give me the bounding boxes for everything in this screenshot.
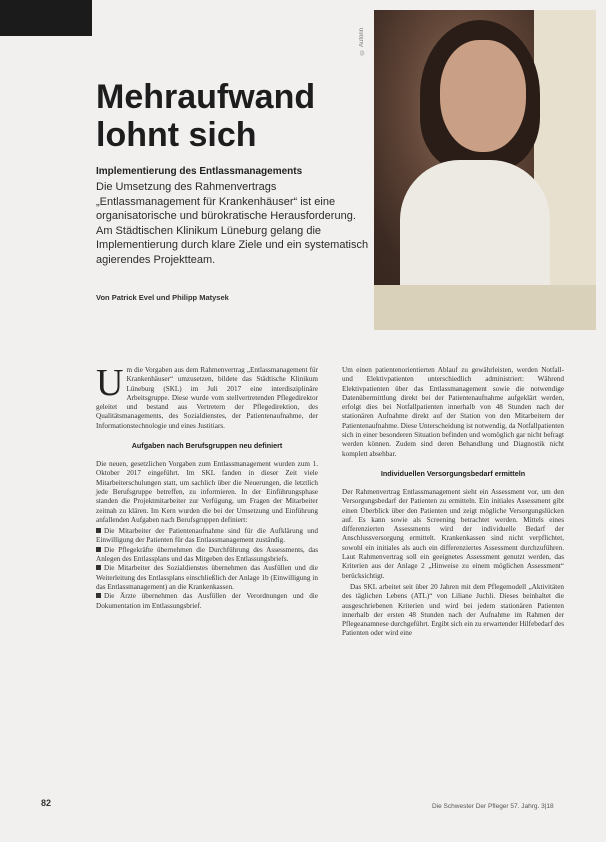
- drop-cap: U: [96, 362, 124, 404]
- intro-paragraph: Um die Vorgaben aus dem Rahmenvertrag „Entlassmanagement für Krankenhäuser“ umzusetzen, bildete das Städtische Klinikum Lüneburg (SKL) im Juli 2017 eine interdisziplinäre Arbeitsgruppe. Diese wurde vom stellvertretenden Pflegedirektor geleitet und bestand aus Vertretern der Pflegedirektion, des Qualitätsmanagements, des Sozialdienstes, der Patientenaufnahme, der Informationstechnologie und eines Justitiars.: [96, 362, 318, 430]
- page-number: 82: [41, 798, 52, 808]
- list-item: Die Mitarbeiter des Sozialdienstes übernehmen das Ausfüllen und die Weiterleitung des Entlassplans einschließlich der Anlage 1b (Einwilligung in das Entlassmanagement) an die Krankenkassen.: [96, 564, 318, 591]
- section-heading-versorgungsbedarf: Individuellen Versorgungsbedarf ermitteln: [380, 468, 526, 478]
- bullet-icon: [96, 528, 101, 533]
- paragraph: Die neuen, gesetzlichen Vorgaben zum Entlassmanagement wurden zum 1. Oktober 2017 eingeführt. Im SKL fanden in dieser Zeit viele Mitarbeiterschulungen statt, um sachlich über die Neuerungen, die letztlich jede Berufsgruppe betreffen, zu informieren. In der Einführungsphase standen die Projektmitarbeiter zur Verfügung, um Fragen der Mitarbeiter zeitnah zu klären. Im Kern wurden die bei der Umsetzung und Einführung anfallenden Aufgaben nach Berufsgruppen definiert:: [96, 460, 318, 524]
- article-photo: [374, 10, 596, 330]
- article-lead: Die Umsetzung des Rahmenvertrags „Entlassmanagement für Krankenhäuser“ ist eine organisatorische und bürokratische Herausforderung. Am Städtischen Klinikum Lüneburg gelang die Implementierung durch klare Ziele und ein systematisch agierendes Projektteam.: [96, 181, 369, 266]
- header-black-block: [0, 0, 92, 36]
- paragraph: Das SKL arbeitet seit über 20 Jahren mit dem Pflegemodell „Aktivitäten des täglichen Lebens (ATL)“ von Liliane Juchli. Dieses beinhaltet die ausgeschriebenen Kriterien und wird bei jedem stationären Patienten innerhalb der ersten 48 Stunden nach der Aufnahme im Rahmen der Pflegeanamnese durchgeführt. Ergibt sich ein zu erwartender Hilfebedarf des Patienten oder wird eine: [342, 582, 564, 638]
- right-column: [342, 366, 564, 641]
- paragraph: Der Rahmenvertrag Entlassmanagement sieht ein Assessment vor, um den Versorgungsbedarf der Patienten zu ermitteln. Ein initiales Assessment gibt einen Überblick über den Patienten und zeigt mögliche Versorgungslücken auf. Es kann sowie als Screening betrachtet werden. Mittels eines differenzierten Assessments wird der individuelle Bedarf der Anschlussversorgung ermittelt. Krankenkassen sind nicht verpflichtet, sowohl ein initiales als auch ein differenziertes Assessment durchzuführen. Laut Rahmenvertrag soll ein geeignetes Assessment genutzt werden, das Kriterien aus der Anlage 2 „Hinweise zu einem möglichen Assessment“ berücksichtigt.: [342, 487, 564, 580]
- photo-credit: © Autorin: [359, 28, 365, 55]
- paragraph: Um einen patientenorientierten Ablauf zu gewährleisten, werden Notfall- und Elektivpatienten unterschiedlich administriert: Während Elektivpatienten über das Entlassmanagement sowie die notwendige Datenübermittlung direkt bei der Patientenaufnahme aufgeklärt werden, erfolgt dies bei Notfallpatienten innerhalb von 48 Stunden nach der stationären Aufnahme direkt auf der Station von den Mitarbeitern der Patientenaufnahme. Diese Unterscheidung ist notwendig, da Notfallpatienten sich in einer besonderen Situation befinden und womöglich gar nicht befragt werden können. Zudem sind deren Behandlung und Diagnostik nicht komplett absehbar.: [342, 366, 564, 458]
- list-item: Die Pflegekräfte übernehmen die Durchführung des Assessments, das Anlegen des Entlassplans und das Mitgeben des Entlassungsbriefs.: [96, 545, 318, 564]
- journal-footer: Die Schwester Der Pfleger 57. Jahrg. 3|18: [432, 803, 554, 810]
- byline: Von Patrick Evel und Philipp Matysek: [96, 293, 229, 302]
- bullet-icon: [96, 593, 101, 598]
- left-column: [96, 362, 318, 611]
- article-title: Mehraufwand lohnt sich: [96, 78, 316, 154]
- section-heading-aufgaben: Aufgaben nach Berufsgruppen neu definiert: [131, 441, 283, 451]
- article-subheading: Implementierung des Entlassmanagements: [96, 166, 303, 177]
- bullet-icon: [96, 565, 101, 570]
- list-item: Die Ärzte übernehmen das Ausfüllen der Verordnungen und die Dokumentation im Entlassungsbrief.: [96, 592, 318, 610]
- list-item: Die Mitarbeiter der Patientenaufnahme sind für die Aufklärung und Einwilligung der Patienten für das Entlassmanagement zuständig.: [96, 527, 318, 545]
- bullet-icon: [96, 547, 101, 552]
- task-list: [96, 527, 318, 611]
